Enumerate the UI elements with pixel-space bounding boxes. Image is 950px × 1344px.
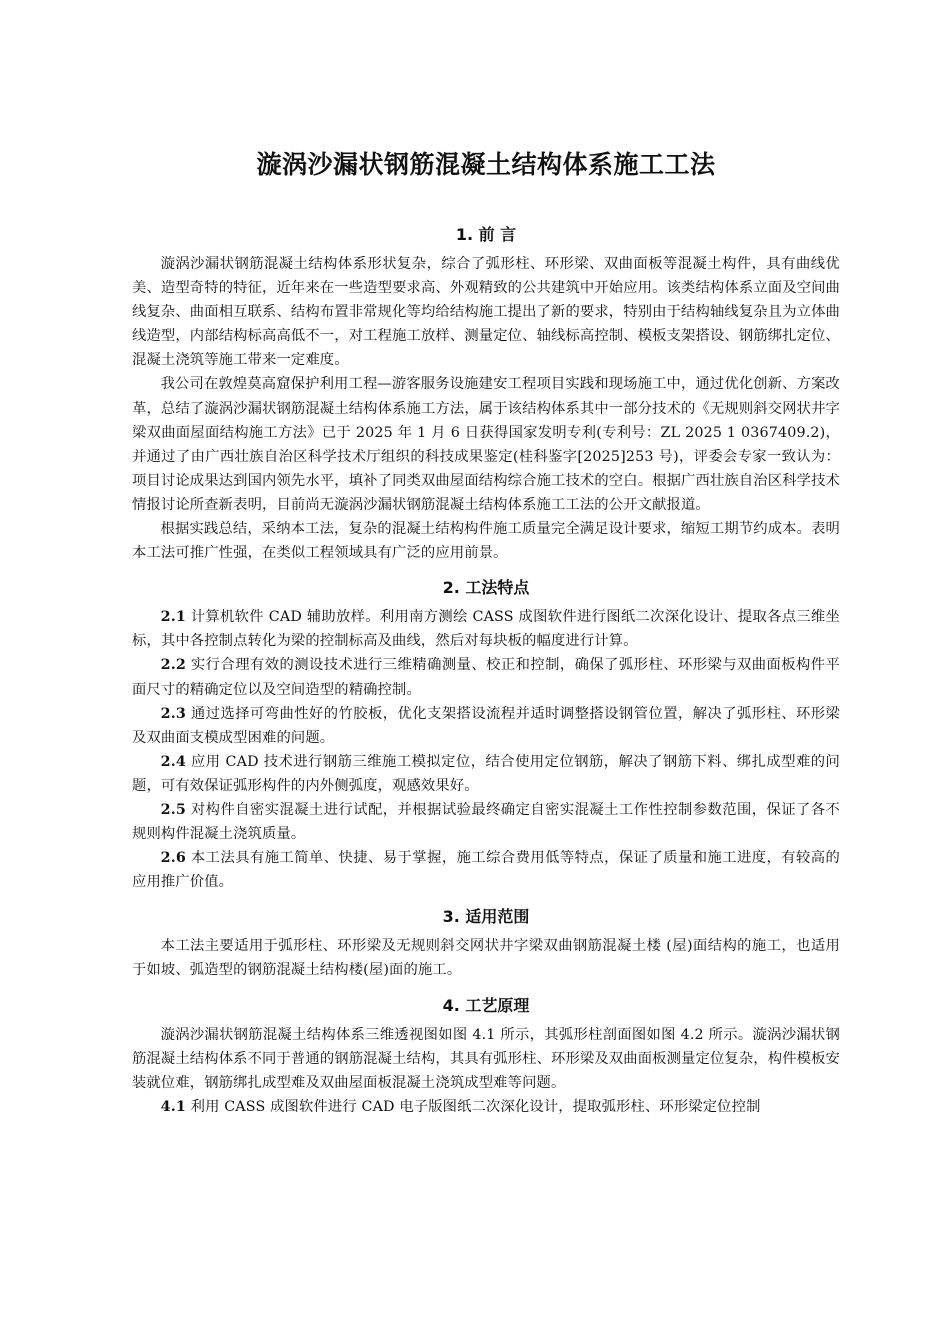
feature-item: [132, 702, 840, 750]
preface-paragraph: 根据实践总结，采纳本工法，复杂的混凝土结构构件施工质量完全满足设计要求，缩短工期节约成本。表明本工法可推广性强，在类似工程领域具有广泛的应用前景。: [132, 521, 840, 562]
document-body: [132, 222, 840, 1119]
item-text: 应用 CAD 技术进行钢筋三维施工模拟定位，结合使用定位钢筋，解决了钢筋下料、绑扎成型难的问题，可有效保证弧形构件的内外侧弧度，观感效果好。: [132, 753, 840, 794]
preface-paragraph: 我公司在敦煌莫高窟保护利用工程—游客服务设施建安工程项目实践和现场施工中，通过优化创新、方案改革，总结了漩涡沙漏状钢筋混凝土结构体系施工方法，属于该结构体系其中一部分技术的《无规则斜交网状井字梁双曲面屋面结构施工方法》已于 2025 年 1 月 6 日获得国家发明专利(专利号：ZL 2025 1 0367409.2)，并通过了由广西壮族自治区科学技术厅组织的科技成果鉴定(桂科鉴字[2025]253 号)，评委会专家一致认为：项目讨论成果达到国内领先水平，填补了同类双曲屋面结构综合施工技术的空白。根据广西壮族自治区科学技术情报讨论所查新表明，目前尚无漩涡沙漏状钢筋混凝土结构体系施工工法的公开文献报道。: [132, 376, 840, 513]
item-number: 2.2: [160, 657, 186, 674]
principle-item: [132, 1095, 840, 1119]
section-heading-scope: 3. 适用范围: [442, 907, 530, 927]
item-text: 利用 CASS 成图软件进行 CAD 电子版图纸二次深化设计，提取弧形柱、环形梁定位控制: [185, 1098, 761, 1115]
section-heading-principle: 4. 工艺原理: [442, 995, 530, 1015]
section-heading-preface: 1. 前 言: [455, 225, 517, 244]
item-text: 对构件自密实混凝土进行试配，并根据试验最终确定自密实混凝土工作性控制参数范围，保证了各不规则构件混凝土浇筑质量。: [132, 801, 840, 843]
section-heading-features: 2. 工法特点: [442, 578, 530, 598]
preface-paragraph: 漩涡沙漏状钢筋混凝土结构体系形状复杂，综合了弧形柱、环形梁、双曲面板等混凝土构件，具有曲线优美、造型奇特的特征，近年来在一些造型要求高、外观精致的公共建筑中开始应用。该类结构体系立面及空间曲线复杂、曲面相互联系、结构布置非常规化等均给结构施工提出了新的要求，特别由于结构轴线复杂且为立体曲线造型，内部结构标高高低不一，对工程施工放样、测量定位、轴线标高控制、模板支架搭设、钢筋绑扎定位、混凝土浇筑等施工带来一定难度。: [132, 256, 840, 369]
scope-paragraph: 本工法主要适用于弧形柱、环形梁及无规则斜交网状井字梁双曲钢筋混凝土楼 (屋)面结构的施工，也适用于如坡、弧造型的钢筋混凝土结构楼(屋)面的施工。: [132, 938, 840, 979]
item-number: 2.3: [160, 705, 186, 722]
item-number: 2.5: [160, 801, 186, 818]
item-number: 2.4: [160, 753, 186, 770]
item-number: 4.1: [160, 1098, 186, 1115]
item-text: 本工法具有施工简单、快捷、易于掌握，施工综合费用低等特点，保证了质量和施工进度，有较高的应用推广价值。: [132, 850, 840, 891]
feature-item: [132, 798, 840, 846]
item-number: 2.1: [160, 609, 186, 626]
feature-item: [132, 846, 840, 894]
item-text: 实行合理有效的测设技术进行三维精确测量、校正和控制，确保了弧形柱、环形梁与双曲面板构件平面尺寸的精确定位以及空间造型的精确控制。: [132, 657, 840, 698]
feature-item: [132, 653, 840, 701]
feature-item: [132, 605, 840, 653]
item-number: 2.6: [160, 850, 186, 867]
document-title: 漩涡沙漏状钢筋混凝土结构体系施工工法: [256, 150, 716, 179]
feature-item: [132, 750, 840, 798]
item-text: 通过选择可弯曲性好的竹胶板，优化支架搭设流程并适时调整搭设钢管位置，解决了弧形柱、环形梁及双曲面支模成型困难的问题。: [132, 705, 840, 746]
principle-paragraph: 漩涡沙漏状钢筋混凝土结构体系三维透视图如图 4.1 所示，其弧形柱剖面图如图 4.2 所示。漩涡沙漏状钢筋混凝土结构体系不同于普通的钢筋混凝土结构，其具有弧形柱、环形梁及双曲面板测量定位复杂，构件模板安装就位难，钢筋绑扎成型难及双曲屋面板混凝土浇筑成型难等问题。: [132, 1026, 840, 1091]
item-text: 计算机软件 CAD 辅助放样。利用南方测绘 CASS 成图软件进行图纸二次深化设计、提取各点三维坐标，其中各控制点转化为梁的控制标高及曲线，然后对每块板的幅度进行计算。: [132, 609, 840, 650]
